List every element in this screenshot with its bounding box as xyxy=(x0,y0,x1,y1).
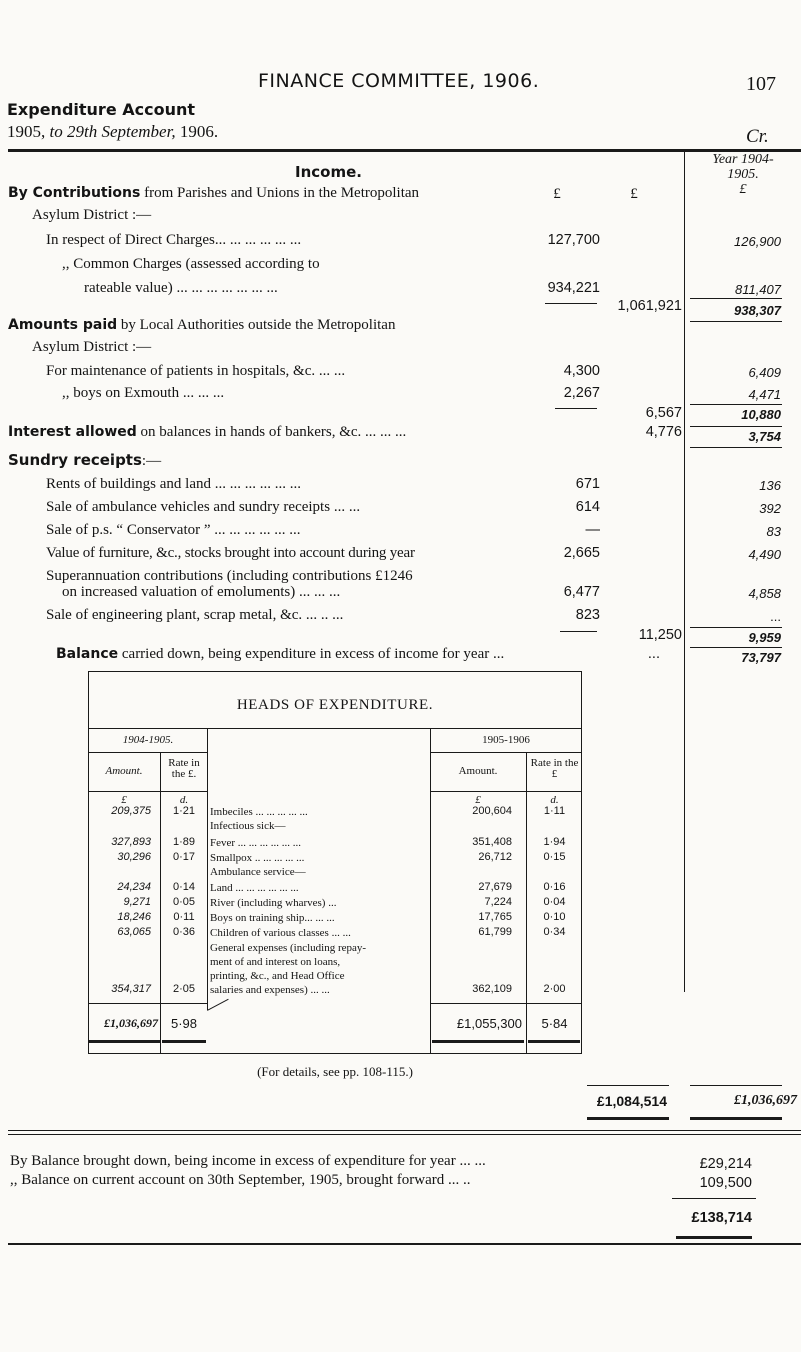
bottom-rule xyxy=(8,1243,801,1245)
grand-total-top-rule xyxy=(587,1085,669,1086)
top-rule xyxy=(8,149,801,152)
sundry-title xyxy=(8,451,161,470)
table-row-prev-rate: 0·05 xyxy=(172,896,196,908)
table-row-prev-amount: 63,065 xyxy=(117,926,151,938)
table-row-rate: 0·15 xyxy=(543,851,566,863)
pound-col2: £ xyxy=(630,186,638,202)
sundry-item-prev: 136 xyxy=(759,478,781,493)
maintenance-label: For maintenance of patients in hospitals, &c. ... ... xyxy=(46,363,346,379)
prev-rule-1 xyxy=(690,298,782,299)
table-colhead-rule-right xyxy=(430,791,582,792)
table-row-amount: 7,224 xyxy=(484,896,512,908)
table-row-label-line: printing, &c., and Head Office xyxy=(210,970,345,982)
table-row-prev-rate: 0·36 xyxy=(172,926,196,938)
year-currency: £ xyxy=(739,182,747,197)
table-row-rate: 0·04 xyxy=(543,896,566,908)
table-row-rate: 0·34 xyxy=(543,926,566,938)
double-rule-prev-rate xyxy=(162,1040,206,1043)
section-rule-1 xyxy=(8,1130,801,1131)
table-row-prev-rate: 1·21 xyxy=(172,805,196,817)
table-vline-curr-rate-lower xyxy=(526,970,527,1054)
footer-total-top-rule xyxy=(672,1198,756,1199)
grand-total: £1,084,514 xyxy=(596,1093,667,1109)
footer-total: £138,714 xyxy=(691,1210,752,1226)
sundry-item-prev: 83 xyxy=(766,524,781,539)
table-footnote: (For details, see pp. 108-115.) xyxy=(257,1064,413,1079)
pound-col1: £ xyxy=(553,186,561,202)
balance-value: ... xyxy=(647,646,660,662)
table-row-amount: 27,679 xyxy=(478,881,512,893)
sundry-bold: Sundry receipts xyxy=(8,451,142,469)
table-vline-label-left-lower xyxy=(207,970,208,1010)
sundry-item-label: Value of furniture, &c., stocks brought into account during year xyxy=(46,545,415,561)
sundry-total: 11,250 xyxy=(638,627,682,643)
total-curr-amount: £1,055,300 xyxy=(456,1016,522,1031)
table-row-label-line: General expenses (including repay- xyxy=(210,942,367,954)
section-rule-2 xyxy=(8,1134,801,1135)
grand-total-double-rule xyxy=(587,1117,669,1120)
common-charges-value: 934,221 xyxy=(547,280,600,296)
sundry-item-prev: 392 xyxy=(759,501,781,516)
table-row-prev-amount: 18,246 xyxy=(117,911,151,923)
amounts-total: 6,567 xyxy=(645,405,682,421)
table-period-rule-right xyxy=(430,752,582,753)
sundry-item-label: Sale of p.s. “ Conservator ” ... ... ... ... ... ... xyxy=(46,522,301,538)
sundry-total-prev: 9,959 xyxy=(748,630,781,645)
amounts-line2: Asylum District :— xyxy=(32,339,152,355)
direct-charges-prev: 126,900 xyxy=(734,234,781,249)
table-row-rate: 1·11 xyxy=(543,805,566,817)
table-row-label: River (including wharves) ... xyxy=(210,897,337,909)
total-prev-amount: £1,036,697 xyxy=(104,1016,158,1030)
table-row-prev-amount: 354,317 xyxy=(111,983,151,995)
prev-rule-5 xyxy=(690,447,782,448)
common-charges-prev: 811,407 xyxy=(734,282,781,297)
total-curr-rate: 5·84 xyxy=(541,1016,568,1031)
table-row-label-line: ment of and interest on loans, xyxy=(210,956,341,968)
income-heading: Income. xyxy=(295,163,362,181)
maintenance-value: 4,300 xyxy=(563,363,600,379)
grand-total-prev-double-rule xyxy=(690,1117,782,1120)
table-colhead-rule-left xyxy=(88,791,208,792)
table-row-rate: 1·94 xyxy=(543,836,566,848)
footer-line2-value: 109,500 xyxy=(699,1175,752,1191)
sundry-item-value: 2,665 xyxy=(563,545,600,561)
sundry-item-label: Rents of buildings and land ... ... ... ... ... ... xyxy=(46,476,301,492)
sundry-item-value: — xyxy=(585,522,600,538)
table-row-amount: 200,604 xyxy=(472,805,512,817)
contributions-total: 1,061,921 xyxy=(617,298,682,314)
table-row-label: Smallpox .. ... ... ... ... xyxy=(210,852,305,864)
year-column-divider xyxy=(684,150,685,992)
table-row-label: Children of various classes ... ... xyxy=(210,927,351,939)
account-title: Expenditure Account xyxy=(7,100,196,119)
table-row-prev-amount: 24,234 xyxy=(117,881,151,893)
side-label: Cr. xyxy=(746,126,769,147)
table-row-label-line: salaries and expenses) ... ... xyxy=(210,984,330,996)
contributions-title xyxy=(8,185,419,202)
table-row-amount: 351,408 xyxy=(472,836,512,848)
grand-total-prev-top-rule xyxy=(690,1085,782,1086)
direct-charges-value: 127,700 xyxy=(547,232,600,248)
total-prev-rate: 5·98 xyxy=(170,1016,198,1031)
double-rule-prev-amount xyxy=(88,1040,160,1043)
page-number: 107 xyxy=(746,73,776,95)
table-right-border-lower xyxy=(581,970,582,1054)
year-heading-line1: Year 1904- xyxy=(712,152,774,167)
interest-bold: Interest allowed xyxy=(8,424,137,440)
table-row-prev-amount: 209,375 xyxy=(111,805,151,817)
table-row-label: Fever ... ... ... ... ... ... xyxy=(210,837,302,849)
boys-exmouth-value: 2,267 xyxy=(563,385,600,401)
table-row-amount: 61,799 xyxy=(478,926,512,938)
amounts-total-prev: 10,880 xyxy=(741,407,781,422)
table-row-prev-rate: 0·14 xyxy=(172,881,196,893)
table-row-label xyxy=(210,941,366,997)
table-row-label: Imbeciles ... ... ... ... ... xyxy=(210,806,308,818)
table-top-border xyxy=(88,671,582,672)
sundry-item-label: Sale of engineering plant, scrap metal, &c. ... .. ... xyxy=(46,607,344,623)
page-title: FINANCE COMMITTEE, 1906. xyxy=(258,70,540,92)
table-vline-prev-rate-lower xyxy=(160,970,161,1054)
table-row-amount: 362,109 xyxy=(472,983,512,995)
table-title-rule xyxy=(88,728,582,729)
amounts-bold: Amounts paid xyxy=(8,317,118,333)
col-amount-prev: Amount. xyxy=(105,765,143,777)
table-row-prev-rate: 1·89 xyxy=(172,836,196,848)
unit-pound-curr: £ xyxy=(475,794,481,806)
table-row-prev-amount: 30,296 xyxy=(117,851,151,863)
sundry-item-label: Sale of ambulance vehicles and sundry receipts ... ... xyxy=(46,499,361,515)
contributions-total-prev: 938,307 xyxy=(734,303,781,318)
interest-rest: on balances in hands of bankers, &c. ... ... ... xyxy=(140,424,407,440)
sundry-item-label: Superannuation contributions (including contributions £1246 xyxy=(46,568,413,584)
sundry-item-prev: 4,490 xyxy=(748,547,781,562)
balance-title xyxy=(56,646,504,663)
sundry-item-value: 614 xyxy=(575,499,600,515)
table-row-prev-rate: 0·11 xyxy=(173,911,195,923)
table-row-rate: 2·00 xyxy=(543,983,566,995)
table-period-rule-left xyxy=(88,752,208,753)
sundry-rest: :— xyxy=(141,453,162,469)
diagonal-rule-left xyxy=(207,999,229,1011)
period-prev: 1904-1905. xyxy=(122,734,174,746)
table-row-rate: 0·16 xyxy=(543,881,566,893)
period-curr: 1905-1906 xyxy=(482,734,530,746)
unit-pound-prev: £ xyxy=(121,794,127,806)
table-row-label: Land ... ... ... ... ... ... xyxy=(210,882,299,894)
col-amount-curr: Amount. xyxy=(458,765,498,777)
unit-d-curr: d. xyxy=(550,794,559,806)
double-rule-curr-rate xyxy=(528,1040,580,1043)
table-row-label: Boys on training ship... ... ... xyxy=(210,912,335,924)
balance-prev: 73,797 xyxy=(741,650,781,665)
common-charges-label1: ,, Common Charges (assessed according to xyxy=(62,256,320,272)
interest-title xyxy=(8,424,406,441)
prev-rule-7 xyxy=(690,647,782,648)
contributions-bold: By Contributions xyxy=(8,185,141,201)
period-suffix: 1906. xyxy=(179,122,219,141)
table-vline-label-right-lower xyxy=(430,970,431,1054)
total-rule-right xyxy=(430,1003,582,1004)
year-heading-line2: 1905. xyxy=(727,167,759,182)
prev-rule-4 xyxy=(690,426,782,427)
unit-d-prev: d. xyxy=(179,794,189,806)
table-row-label: Ambulance service— xyxy=(210,866,306,878)
table-row-label: Infectious sick— xyxy=(210,820,286,832)
interest-total-prev: 3,754 xyxy=(748,429,781,444)
balance-rest: carried down, being expenditure in excess of income for year ... xyxy=(121,646,505,662)
table-row-rate: 0·10 xyxy=(543,911,566,923)
sundry-item-label: on increased valuation of emoluments) ... ... ... xyxy=(62,584,341,600)
sundry-item-value: 671 xyxy=(575,476,600,492)
common-charges-label2: rateable value) ... ... ... ... ... ... ... xyxy=(84,280,278,296)
grand-total-prev: £1,036,697 xyxy=(734,1093,797,1108)
balance-bold: Balance xyxy=(56,646,119,662)
contributions-line2: Asylum District :— xyxy=(32,207,152,223)
prev-rule-3 xyxy=(690,404,782,405)
period-italic: to 29th September, xyxy=(49,122,176,141)
boys-exmouth-label: ,, boys on Exmouth ... ... ... xyxy=(62,385,225,401)
year-column-heading xyxy=(685,152,801,197)
footer-line1-value: £29,214 xyxy=(699,1156,752,1172)
prev-rule-2 xyxy=(690,321,782,322)
amounts-title xyxy=(8,317,395,334)
table-bottom-border xyxy=(88,1053,582,1054)
direct-charges-label: In respect of Direct Charges... ... ... ... ... ... xyxy=(46,232,302,248)
table-row-prev-rate: 0·17 xyxy=(172,851,196,863)
table-row-amount: 17,765 xyxy=(478,911,512,923)
maintenance-prev: 6,409 xyxy=(748,365,781,380)
footer-line1-label: By Balance brought down, being income in excess of expenditure for year ... ... xyxy=(10,1153,486,1169)
period-line xyxy=(7,122,218,142)
contributions-rest: from Parishes and Unions in the Metropolitan xyxy=(144,185,420,201)
col-rate-curr: Rate in the £ xyxy=(530,757,579,780)
boys-exmouth-prev: 4,471 xyxy=(748,387,781,402)
table-row-prev-amount: 9,271 xyxy=(123,896,151,908)
sundry-item-prev: ... xyxy=(770,609,781,624)
prev-rule-6 xyxy=(690,627,782,628)
interest-total: 4,776 xyxy=(645,424,682,440)
double-rule-curr-amount xyxy=(432,1040,524,1043)
heads-table-title: HEADS OF EXPENDITURE. xyxy=(236,697,434,713)
table-row-prev-rate: 2·05 xyxy=(172,983,196,995)
table-row-prev-amount: 327,893 xyxy=(111,836,151,848)
period-prefix: 1905, xyxy=(7,122,46,141)
table-vline-label-left xyxy=(207,728,208,970)
total-rule-left xyxy=(88,1003,208,1004)
footer-total-double-rule xyxy=(676,1236,752,1239)
footer-line2-label: ,, Balance on current account on 30th September, 1905, brought forward ... .. xyxy=(10,1172,471,1188)
amounts-rest: by Local Authorities outside the Metropolitan xyxy=(120,317,396,333)
sundry-item-prev: 4,858 xyxy=(748,586,781,601)
table-row-amount: 26,712 xyxy=(478,851,512,863)
sundry-item-value: 823 xyxy=(575,607,600,623)
sundry-item-value: 6,477 xyxy=(563,584,600,600)
col-rate-prev: Rate in the £. xyxy=(168,757,200,780)
